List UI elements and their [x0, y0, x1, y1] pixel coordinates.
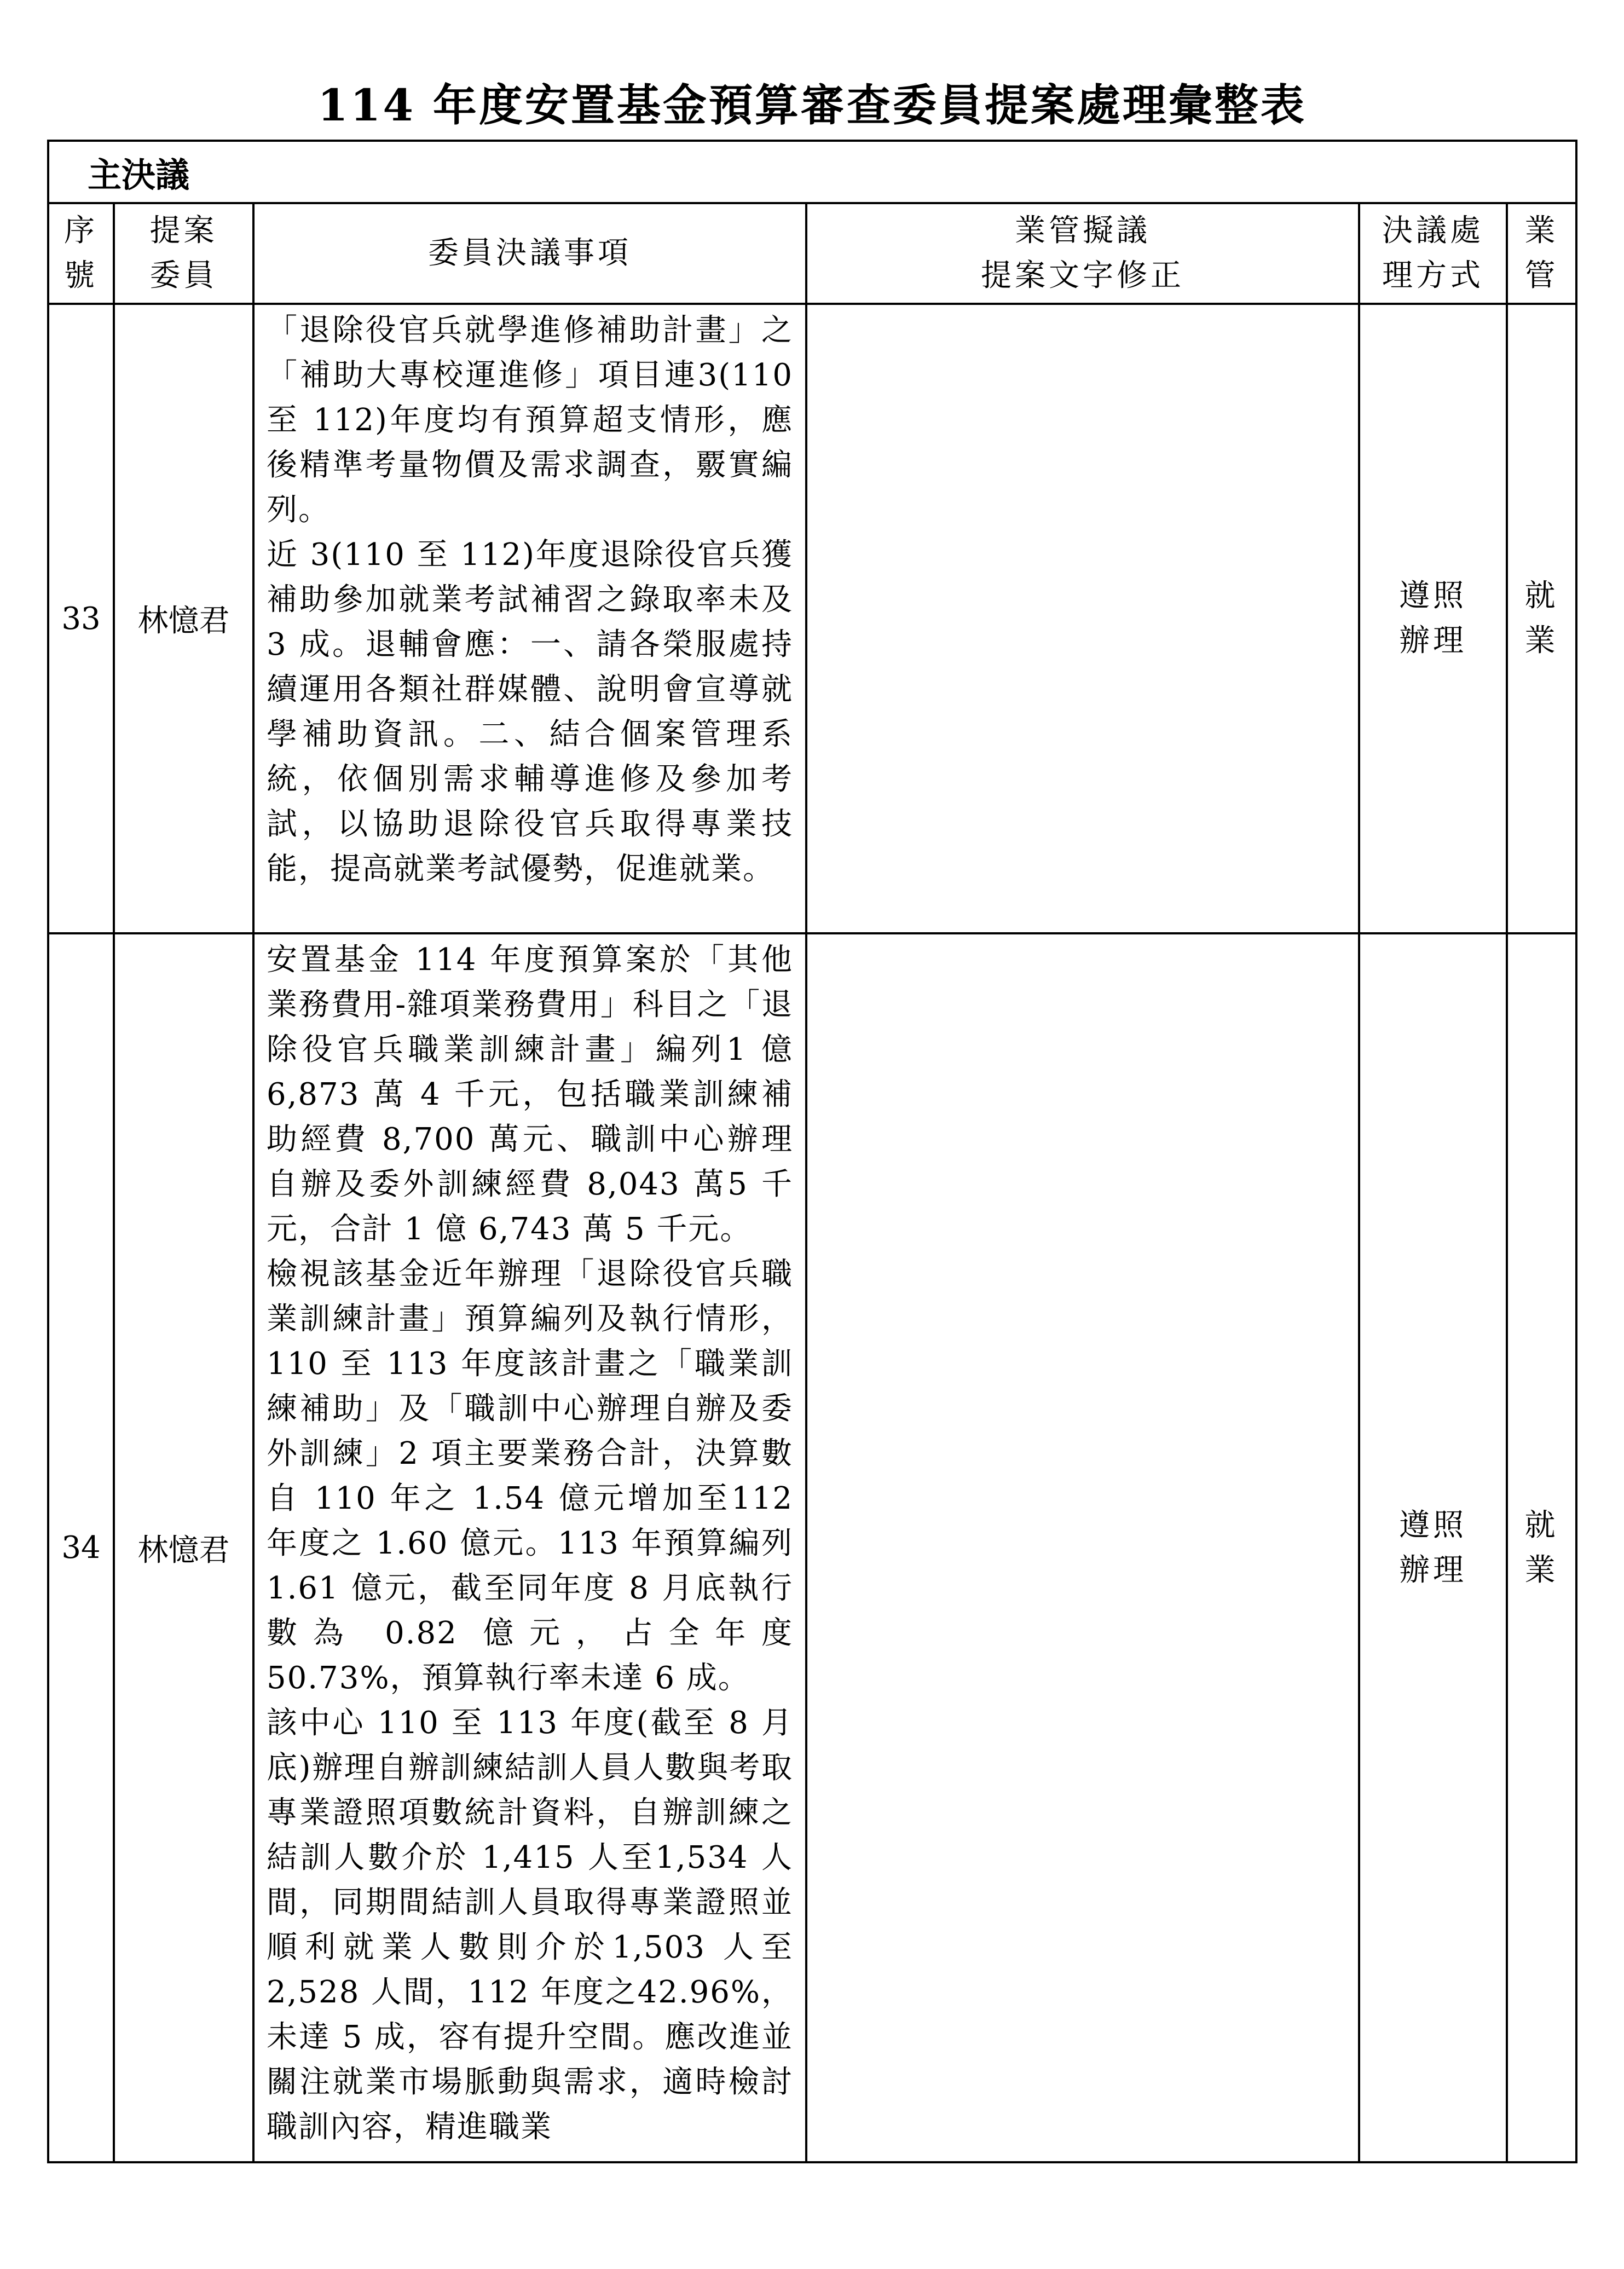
- row-dept: [1507, 933, 1576, 2162]
- table-row: [48, 304, 1576, 933]
- row-seq: 34: [48, 933, 114, 2162]
- header-proposer: [114, 203, 253, 304]
- header-suggestion: [806, 203, 1359, 304]
- dept-line1: 就: [1524, 1507, 1559, 1543]
- header-proposer-line1: 提案: [149, 213, 218, 249]
- row-proposer: 林憶君: [114, 933, 253, 2162]
- header-seq: [48, 203, 114, 304]
- row-seq: 33: [48, 304, 114, 933]
- method-line2: 辦理: [1399, 1552, 1467, 1588]
- header-suggestion-line1: 業管擬議: [1015, 213, 1151, 249]
- row-resolution: [253, 304, 806, 933]
- resolution-paragraph: 「退除役官兵就學進修補助計畫」之「補助大專校運進修」項目連3(110 至 112)年度均有預算超支情形，應後精準考量物價及需求調查，覈實編列。: [267, 313, 793, 528]
- row-suggestion: [806, 304, 1359, 933]
- header-resolution: 委員決議事項: [253, 203, 806, 304]
- section-title: 主決議: [48, 141, 1576, 203]
- header-proposer-line2: 委員: [149, 258, 218, 293]
- header-method: [1359, 203, 1507, 304]
- row-resolution: [253, 933, 806, 2162]
- resolution-paragraph: 安置基金 114 年度預算案於「其他業務費用-雜項業務費用」科目之「退除役官兵職業訓練計畫」編列1 億 6,873 萬 4 千元，包括職業訓練補助經費 8,700 萬元、職訓中心辦理自辦及委外訓練經費 8,043 萬5 千元，合計 1 億 6,743 萬 5 千元。: [267, 942, 793, 1247]
- proposal-table: [47, 140, 1577, 2163]
- dept-line1: 就: [1524, 578, 1559, 614]
- resolution-paragraph: 檢視該基金近年辦理「退除役官兵職業訓練計畫」預算編列及執行情形，110 至 113 年度該計畫之「職業訓練補助」及「職訓中心辦理自辦及委外訓練」2 項主要業務合計，決算數自 110 年之 1.54 億元增加至112 年度之 1.60 億元。113 年預算編列 1.61 億元，截至同年度 8 月底執行數為 0.82 億元，占全年度50.73%，預算執行率未達 6 成。: [267, 1256, 793, 1696]
- header-method-line1: 決議處: [1382, 213, 1484, 249]
- header-seq-line2: 號: [64, 258, 98, 293]
- header-suggestion-line2: 提案文字修正: [981, 258, 1184, 293]
- row-proposer: 林憶君: [114, 304, 253, 933]
- dept-line2: 業: [1524, 623, 1559, 659]
- resolution-paragraph: 近 3(110 至 112)年度退除役官兵獲補助參加就業考試補習之錄取率未及 3 成。退輔會應：一、請各榮服處持續運用各類社群媒體、說明會宣導就學補助資訊。二、結合個案管理系統，依個別需求輔導進修及參加考試，以協助退除役官兵取得專業技能，提高就業考試優勢，促進就業。: [267, 537, 793, 887]
- page-title: 114 年度安置基金預算審查委員提案處理彙整表: [317, 79, 1307, 131]
- header-seq-line1: 序: [64, 213, 98, 249]
- section-row: [48, 141, 1576, 203]
- header-row: [48, 203, 1576, 304]
- row-method: [1359, 933, 1507, 2162]
- row-suggestion: [806, 933, 1359, 2162]
- header-dept: [1507, 203, 1576, 304]
- row-method: [1359, 304, 1507, 933]
- table-row: [48, 933, 1576, 2162]
- dept-line2: 業: [1524, 1552, 1559, 1588]
- header-dept-line2: 管: [1524, 258, 1559, 293]
- method-line2: 辦理: [1399, 623, 1467, 659]
- method-line1: 遵照: [1399, 578, 1467, 614]
- row-dept: [1507, 304, 1576, 933]
- header-dept-line1: 業: [1524, 213, 1559, 249]
- header-method-line2: 理方式: [1382, 258, 1484, 293]
- method-line1: 遵照: [1399, 1507, 1467, 1543]
- resolution-paragraph: 該中心 110 至 113 年度(截至 8 月底)辦理自辦訓練結訓人員人數與考取專業證照項數統計資料，自辦訓練之結訓人數介於 1,415 人至1,534 人間，同期間結訓人員取得專業證照並順利就業人數則介於1,503 人至 2,528 人間，112 年度之42.96%，未達 5 成，容有提升空間。應改進並關注就業市場脈動與需求，適時檢討職訓內容，精進職業: [267, 1705, 793, 2145]
